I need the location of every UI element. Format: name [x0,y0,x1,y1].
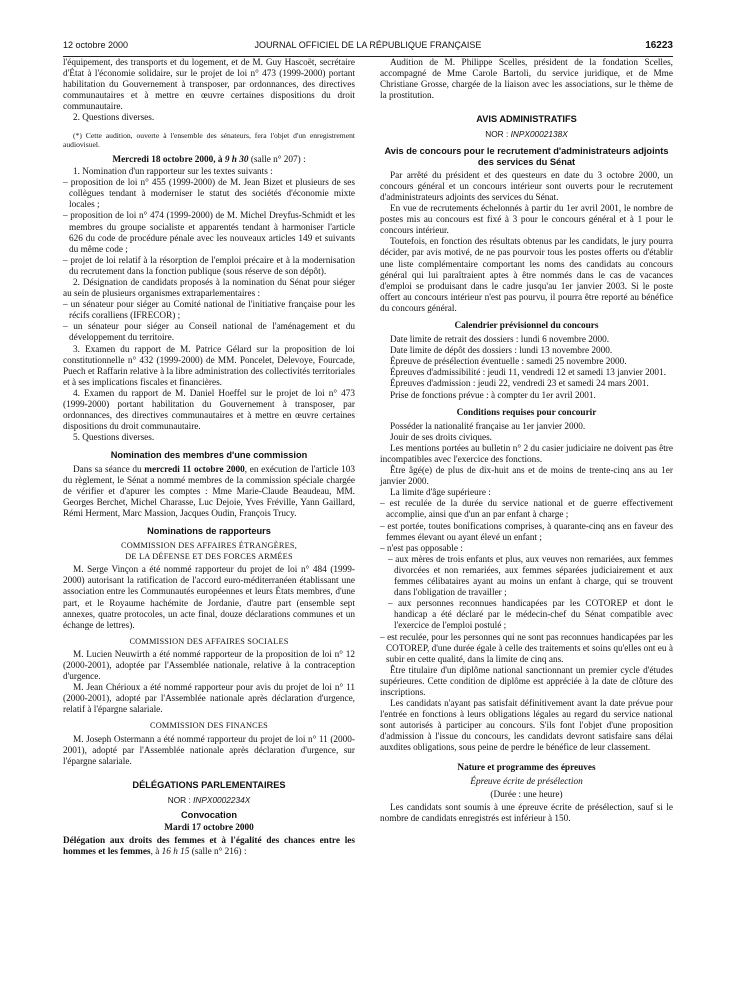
list-item: – proposition de loi n° 474 (1999-2000) de M. Michel Dreyfus-Schmidt et les membres du groupe socialiste et apparentés tendant à harmoniser l'article 626 du code de procédure pénale avec les nouveaux articles 149 et suivants du même code ; [63,211,355,255]
sub-heading: Épreuve écrite de présélection [470,776,583,787]
paragraph: M. Joseph Ostermann a été nommé rapporteur du projet de loi n° 11 (2000-2001), adopté par l'Assemblée nationale après déclaration d'urgence, sur l'épargne salariale. [63,734,355,767]
nor-reference: NOR : INPX0002234X [167,794,251,805]
session-heading: Mercredi 18 octobre 2000, à 9 h 30 (salle n° 207) : [112,154,306,165]
paragraph: Épreuves d'admissibilité : jeudi 11, vendredi 12 et samedi 13 janvier 2001. [390,368,666,379]
commission-name: COMMISSION DES AFFAIRES ÉTRANGÈRES, [120,541,298,551]
agenda-item: 3. Examen du rapport de M. Patrice Gélard sur la proposition de loi constitutionnelle n° 432 (1999-2000) de MM. Poncelet, Delevoye, Fourcade, Puech et Raffarin relative à la libre administration des collectivités territoriales et à ses implications fiscales et financières. [63,344,355,388]
paragraph: Prise de fonctions prévue : à compter du 1er avril 2001. [390,390,596,401]
header-date: 12 octobre 2000 [63,40,129,50]
paragraph: Les candidats n'ayant pas satisfait définitivement avant la date prévue pour l'entrée en fonctions à leurs obligations légales au regard du service national sont autorisés à participer au concours. S'ils font l'objet d'une proposition d'admission à l'issue du concours, les candidats devront satisfaire sans délai auxdites obligations, sous peine de perdre le bénéfice de leur classement. [380,699,673,754]
paragraph: La limite d'âge supérieure : [390,488,491,499]
right-column [380,58,673,825]
list-item: – un sénateur pour siéger au Comité national de l'initiative française pour les récifs coralliens (IFRECOR) ; [63,300,355,322]
paragraph: Être âgé(e) de plus de dix-huit ans et de moins de trente-cinq ans au 1er janvier 2000. [380,466,673,488]
paragraph: Posséder la nationalité française au 1er janvier 2000. [390,421,586,432]
list-item: – est reculée, pour les personnes qui ne sont pas reconnues handicapées par les COTOREP, d'une durée égale à celle des traitements et soins qu'elles ont eu à subir en cette qualité, dans la limite de cinq ans. [380,632,673,665]
paragraph: Toutefois, en fonction des résultats obtenus par les candidats, le jury pourra décider, par avis motivé, de ne pas pourvoir tous les postes offerts ou d'établir une liste complémentaire comportant les noms des candidats au concours général qui lui paraîtraient aptes à être nommés dans le cas de vacances d'emploi se produisant dans le cadre jusqu'au 1er janvier 2003. Si le poste offert au concours intérieur n'est pas pourvu, il pourra être reporté au bénéfice du concours général. [380,237,673,314]
section-heading: Convocation [180,810,237,821]
paragraph: Épreuves d'admission : jeudi 22, vendredi 23 et samedi 24 mars 2001. [390,379,649,390]
footnote: (*) Cette audition, ouverte à l'ensemble des sénateurs, fera l'objet d'un enregistrement audiovisuel. [63,130,355,149]
commission-name: COMMISSION DES FINANCES [149,721,268,731]
paragraph: Date limite de dépôt des dossiers : lundi 13 novembre 2000. [390,346,613,357]
list-item: – projet de loi relatif à la résorption de l'emploi précaire et à la modernisation du recrutement dans la fonction publique (sous réserve de son dépôt). [63,255,355,277]
paragraph: M. Serge Vinçon a été nommé rapporteur du projet de loi n° 484 (1999-2000) autorisant la ratification de l'accord euro-méditerranéen établissant une association entre les Communautés européennes et leurs États membres, d'une part, et le Royaume hachémite de Jordanie, d'autre part (ensemble sept annexes, quatre protocoles, un acte final, douze déclarations communes et un échange de lettres). [63,565,355,631]
commission-name: COMMISSION DES AFFAIRES SOCIALES [129,636,289,646]
paragraph: Les mentions portées au bulletin n° 2 du casier judiciaire ne doivent pas être incompatibles avec l'exercice des fonctions. [380,443,673,465]
header-rule [63,56,673,57]
section-heading: Nomination des membres d'une commission [110,450,308,461]
paragraph: M. Jean Chérioux a été nommé rapporteur pour avis du projet de loi n° 11 (2000-2001), adopté par l'Assemblée nationale après déclaration d'urgence, relatif à l'épargne salariale. [63,683,355,716]
left-column [63,58,355,858]
paragraph: Dans sa séance du mercredi 11 octobre 2000, en exécution de l'article 103 du règlement, le Sénat a nommé membres de la commission spéciale chargée de vérifier et d'apurer les comptes : Mme Marie-Claude Beaudeau, MM. Georges Berchet, Michel Charasse, Luc Dejoie, Yves Fréville, Yann Gaillard, Rémi Herment, Marc Massion, Jacques Oudin, François Trucy. [63,464,355,519]
agenda-item: 5. Questions diverses. [73,433,155,444]
agenda-item: 1. Nomination d'un rapporteur sur les textes suivants : [73,167,273,178]
page-header [63,40,673,54]
list-item: – proposition de loi n° 455 (1999-2000) de M. Jean Bizet et plusieurs de ses collègues tendant à moderniser le statut des sociétés d'économie mixte locales ; [63,178,355,211]
paragraph: Date limite de retrait des dossiers : lundi 6 novembre 2000. [390,335,610,346]
list-item: – un sénateur pour siéger au Conseil national de l'aménagement et du développement du territoire. [63,322,355,344]
agenda-item: 4. Examen du rapport de M. Daniel Hoeffel sur le projet de loi n° 473 (1999-2000) portant habilitation du Gouvernement à transposer, par ordonnances, des directives communautaires et à mettre en œuvre certaines dispositions du droit communautaire. [63,388,355,433]
paragraph: M. Lucien Neuwirth a été nommé rapporteur de la proposition de loi n° 12 (2000-2001), adoptée par l'Assemblée nationale, relative à la contraception d'urgence. [63,649,355,683]
agenda-item: 2. Désignation de candidats proposés à la nomination du Sénat pour siéger au sein de plusieurs organismes extraparlementaires : [63,278,355,300]
section-heading: Conditions requises pour concourir [456,407,597,418]
section-heading: Avis de concours pour le recrutement d'administrateurs adjoints des services du Sénat [384,145,669,167]
nor-reference: NOR : INPX0002138X [485,129,568,140]
duration: (Durée : une heure) [490,789,563,800]
paragraph: Jouir de ses droits civiques. [390,432,492,443]
paragraph: l'équipement, des transports et du logement, et de M. Guy Hascoët, secrétaire d'État à l'économie solidaire, sur le projet de loi n° 473 (1999-2000) portant habilitation du Gouvernement à transposer, par ordonnances, des directives communautaires et à mettre en œuvre certaines dispositions du droit communautaire. [63,58,355,113]
commission-name: DE LA DÉFENSE ET DES FORCES ARMÉES [125,552,293,562]
paragraph: Épreuve de présélection éventuelle : samedi 25 novembre 2000. [390,357,627,368]
paragraph: Par arrêté du président et des questeurs en date du 3 octobre 2000, un concours général et un concours intérieur sont ouverts pour le recrutement d'administrateurs adjoints des services du Sénat. [380,170,673,203]
list-item: – est portée, toutes bonifications comprises, à quarante-cinq ans en faveur des femmes élevant ou ayant élevé un enfant ; [380,521,673,543]
section-heading: AVIS ADMINISTRATIFS [476,114,577,125]
list-item: – n'est pas opposable : [380,543,463,554]
section-heading: DÉLÉGATIONS PARLEMENTAIRES [132,779,286,790]
list-item: – aux personnes reconnues handicapées par les COTOREP et dont le handicap a été déclaré par le médecin-chef du Sénat compatible avec l'exercice de l'emploi postulé ; [388,599,673,632]
section-heading: Nominations de rapporteurs [147,525,271,536]
paragraph: Être titulaire d'un diplôme national sanctionnant un premier cycle d'études supérieures. Cette condition de diplôme est appréciée à la date de clôture des inscriptions. [380,665,673,698]
paragraph: Les candidats sont soumis à une épreuve écrite de présélection, sauf si le nombre de candidats enregistrés est inférieur à 150. [380,802,673,824]
page-number: 16223 [645,40,673,51]
paragraph: Audition de M. Philippe Scelles, président de la fondation Scelles, accompagné de Mme Carole Bartoli, du service juridique, et de Mme Christiane Grosse, chargée de la liaison avec les associations, sur le thème de la prostitution. [380,58,673,102]
paragraph: En vue de recrutements échelonnés à partir du 1er avril 2001, le nombre de postes mis au concours est fixé à 3 pour le concours général et à 1 pour le concours intérieur. [380,204,673,237]
paragraph: 2. Questions diverses. [73,113,155,124]
list-item: – aux mères de trois enfants et plus, aux veuves non remariées, aux femmes divorcées et non remariées, aux femmes séparées judiciairement et aux femmes célibataires ayant au moins un enfant à charge, qui se trouvent dans l'obligation de travailler ; [388,554,673,599]
list-item: – est reculée de la durée du service national et de guerre effectivement accomplie, ainsi que d'un an par enfant à charge ; [380,499,673,521]
section-heading: Calendrier prévisionnel du concours [454,320,599,331]
journal-title: JOURNAL OFFICIEL DE LA RÉPUBLIQUE FRANÇAISE [254,40,482,50]
paragraph: Délégation aux droits des femmes et à l'égalité des chances entre les hommes et les femmes, à 16 h 15 (salle n° 216) : [63,836,355,858]
date-heading: Mardi 17 octobre 2000 [164,823,254,834]
section-heading: Nature et programme des épreuves [457,762,596,773]
